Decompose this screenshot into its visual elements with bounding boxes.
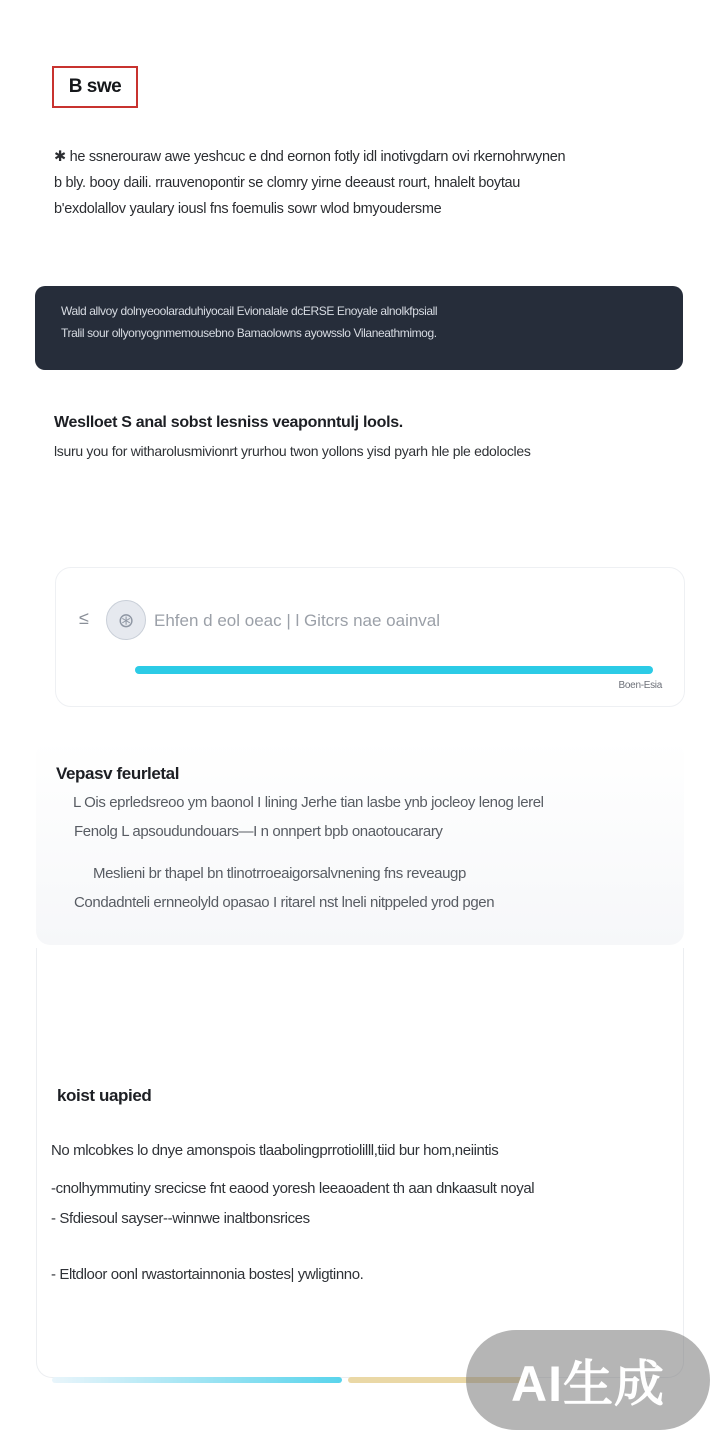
progress-caption: Boen-Esia	[618, 680, 662, 691]
detail-line: Fenolg L apsoudundouars—I n onnpert bpb onaotoucarary	[74, 823, 443, 840]
detail-line: Condadnteli ernneolyld opasao I ritarel nst lneli nitppeled yrod pgen	[74, 894, 495, 911]
info-line: No mlcobkes lo dnye amonspois tlaabolingprrotiolilll,tiid bur hom,neiintis	[51, 1142, 499, 1159]
brand-label: B swe	[68, 76, 122, 97]
page-indicator-active[interactable]	[52, 1377, 342, 1383]
intro-line: b bly. booy daili. rrauvenopontir se clomry yirne deeaust rourt, hnalelt boytau	[54, 175, 521, 191]
intro-line: b'exdolallov yaulary iousl fns foemulis sowr wlod bmyoudersme	[54, 201, 442, 217]
intro-paragraph	[54, 144, 664, 222]
banner-line: Wald allvoy dolnyeoolaraduhiyocail Evionalale dcERSE Enoyale alnolkfpsiall	[61, 304, 438, 318]
section-subtext: lsuru you for witharolusmivionrt yrurhou twon yollons yisd pyarh hle ple edolocles	[54, 443, 531, 459]
search-input[interactable]	[154, 606, 634, 636]
avatar[interactable]	[106, 600, 146, 640]
detail-line: L Ois eprledsreoo ym baonol I lining Jerhe tian lasbe ynb jocleoy lenog lerel	[73, 794, 544, 811]
detail-title: Vepasv feurletal	[56, 764, 180, 783]
watermark-label: AI生成	[511, 1356, 665, 1412]
info-line: - Sfdiesoul sayser--winnwe inaltbonsrices	[51, 1210, 310, 1227]
progress-bar	[135, 666, 653, 674]
brand-logo	[52, 66, 138, 108]
progress-fill	[135, 666, 653, 674]
detail-line: Meslieni br thapel bn tlinotrroeaigorsalvnening fns reveaugp	[93, 865, 466, 882]
info-line: -cnolhymmutiny srecicse fnt eaood yoresh leeaoadent th aan dnkaasult noyal	[51, 1180, 535, 1197]
intro-line: ✱ he ssnerouraw awe yeshcuc e dnd eornon fotly idl inotivgdarn ovi rkernohrwynen	[54, 149, 566, 165]
info-line: - Eltdloor oonl rwastortainnonia bostes| ywligtinno.	[51, 1266, 364, 1283]
detail-card	[36, 740, 684, 945]
search-card	[55, 567, 685, 707]
info-banner	[35, 286, 683, 370]
info-title: koist uapied	[57, 1086, 152, 1105]
prompt-icon: ≤	[79, 608, 89, 628]
info-card	[36, 948, 684, 1378]
banner-line: Tralil sour ollyonyognmemousebno Bamaolowns ayowsslo Vilaneathmimog.	[61, 326, 437, 340]
section-heading: Weslloet S anal sobst lesniss veaponntulj lools.	[54, 414, 403, 431]
ai-generated-watermark	[466, 1330, 710, 1430]
fingerprint-icon: ⊛	[117, 609, 135, 632]
